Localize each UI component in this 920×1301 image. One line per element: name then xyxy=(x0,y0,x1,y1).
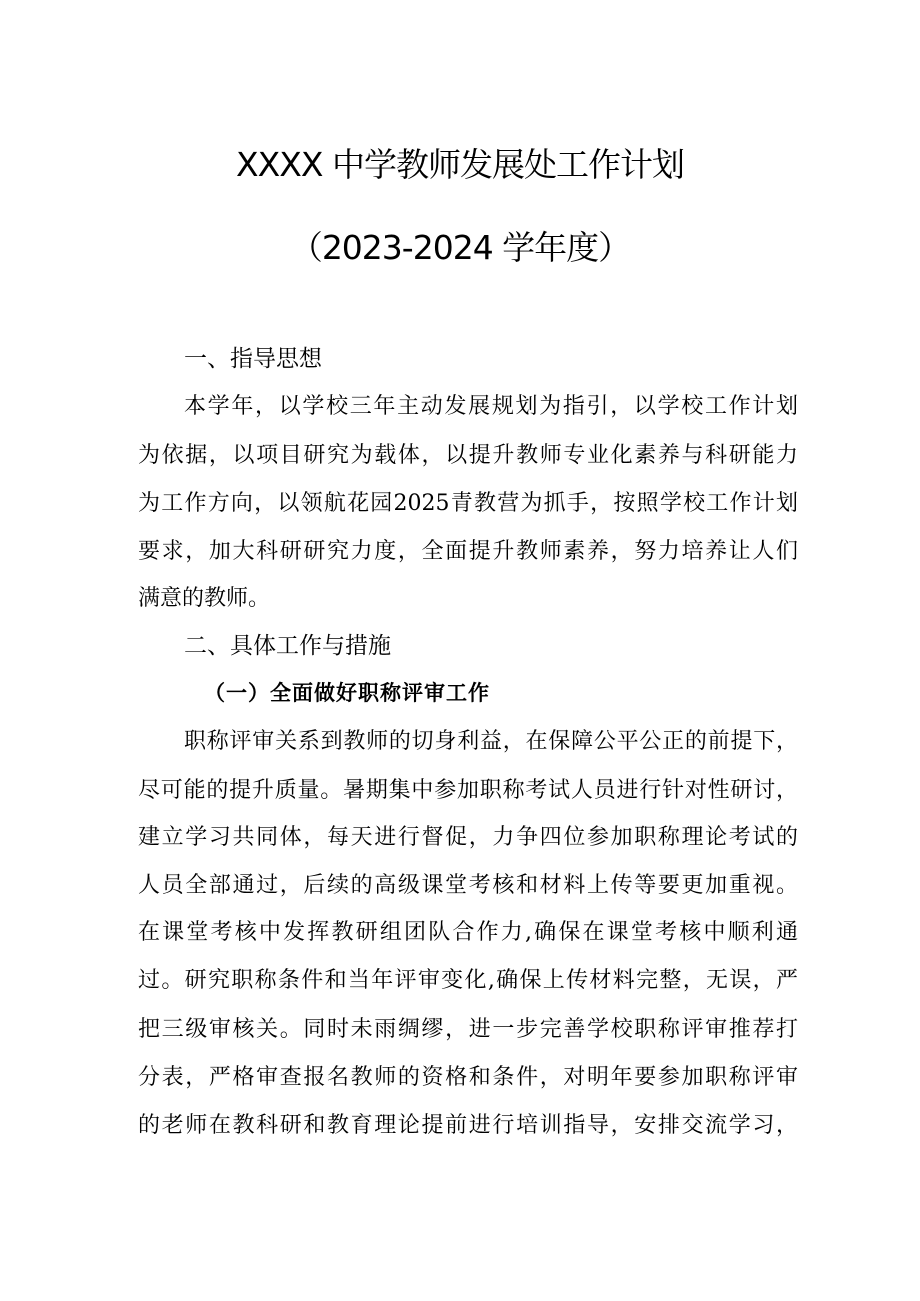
subsection-heading: （一）全面做好职称评审工作 xyxy=(204,681,490,705)
paragraph-line: 的老师在教科研和教育理论提前进行培训指导，安排交流学习， xyxy=(138,1113,798,1138)
paragraph-line: 为依据，以项目研究为载体，以提升教师专业化素养与科研能力 xyxy=(138,443,798,468)
paragraph-line: 在课堂考核中发挥教研组团队合作力,确保在课堂考核中顺利通 xyxy=(138,920,798,945)
paragraph-line: 要求，加大科研研究力度，全面提升教师素养，努力培养让人们 xyxy=(138,539,798,564)
paragraph-line: 满意的教师。 xyxy=(138,586,271,611)
paragraph-line: 职称评审关系到教师的切身利益，在保障公平公正的前提下， xyxy=(184,729,798,754)
paragraph-line: 建立学习共同体，每天进行督促，力争四位参加职称理论考试的 xyxy=(138,825,798,850)
paragraph-line: 尽可能的提升质量。暑期集中参加职称考试人员进行针对性研讨， xyxy=(138,778,798,803)
document-subtitle: （2023-2024 学年度） xyxy=(289,228,631,267)
section-heading: 二、具体工作与措施 xyxy=(184,633,391,659)
paragraph-line: 分表，严格审查报名教师的资格和条件，对明年要参加职称评审 xyxy=(138,1065,798,1090)
paragraph-line: 过。研究职称条件和当年评审变化,确保上传材料完整，无误，严 xyxy=(138,968,798,993)
document-title: XXXX 中学教师发展处工作计划 xyxy=(236,145,684,184)
paragraph-line: 把三级审核关。同时未雨绸缪，进一步完善学校职称评审推荐打 xyxy=(138,1017,798,1042)
paragraph-line: 本学年，以学校三年主动发展规划为指引，以学校工作计划 xyxy=(184,394,798,419)
paragraph-line: 人员全部通过，后续的高级课堂考核和材料上传等要更加重视。 xyxy=(138,873,798,898)
paragraph-line: 为工作方向，以领航花园2025青教营为抓手，按照学校工作计划 xyxy=(138,491,798,516)
section-heading: 一、指导思想 xyxy=(184,346,322,372)
